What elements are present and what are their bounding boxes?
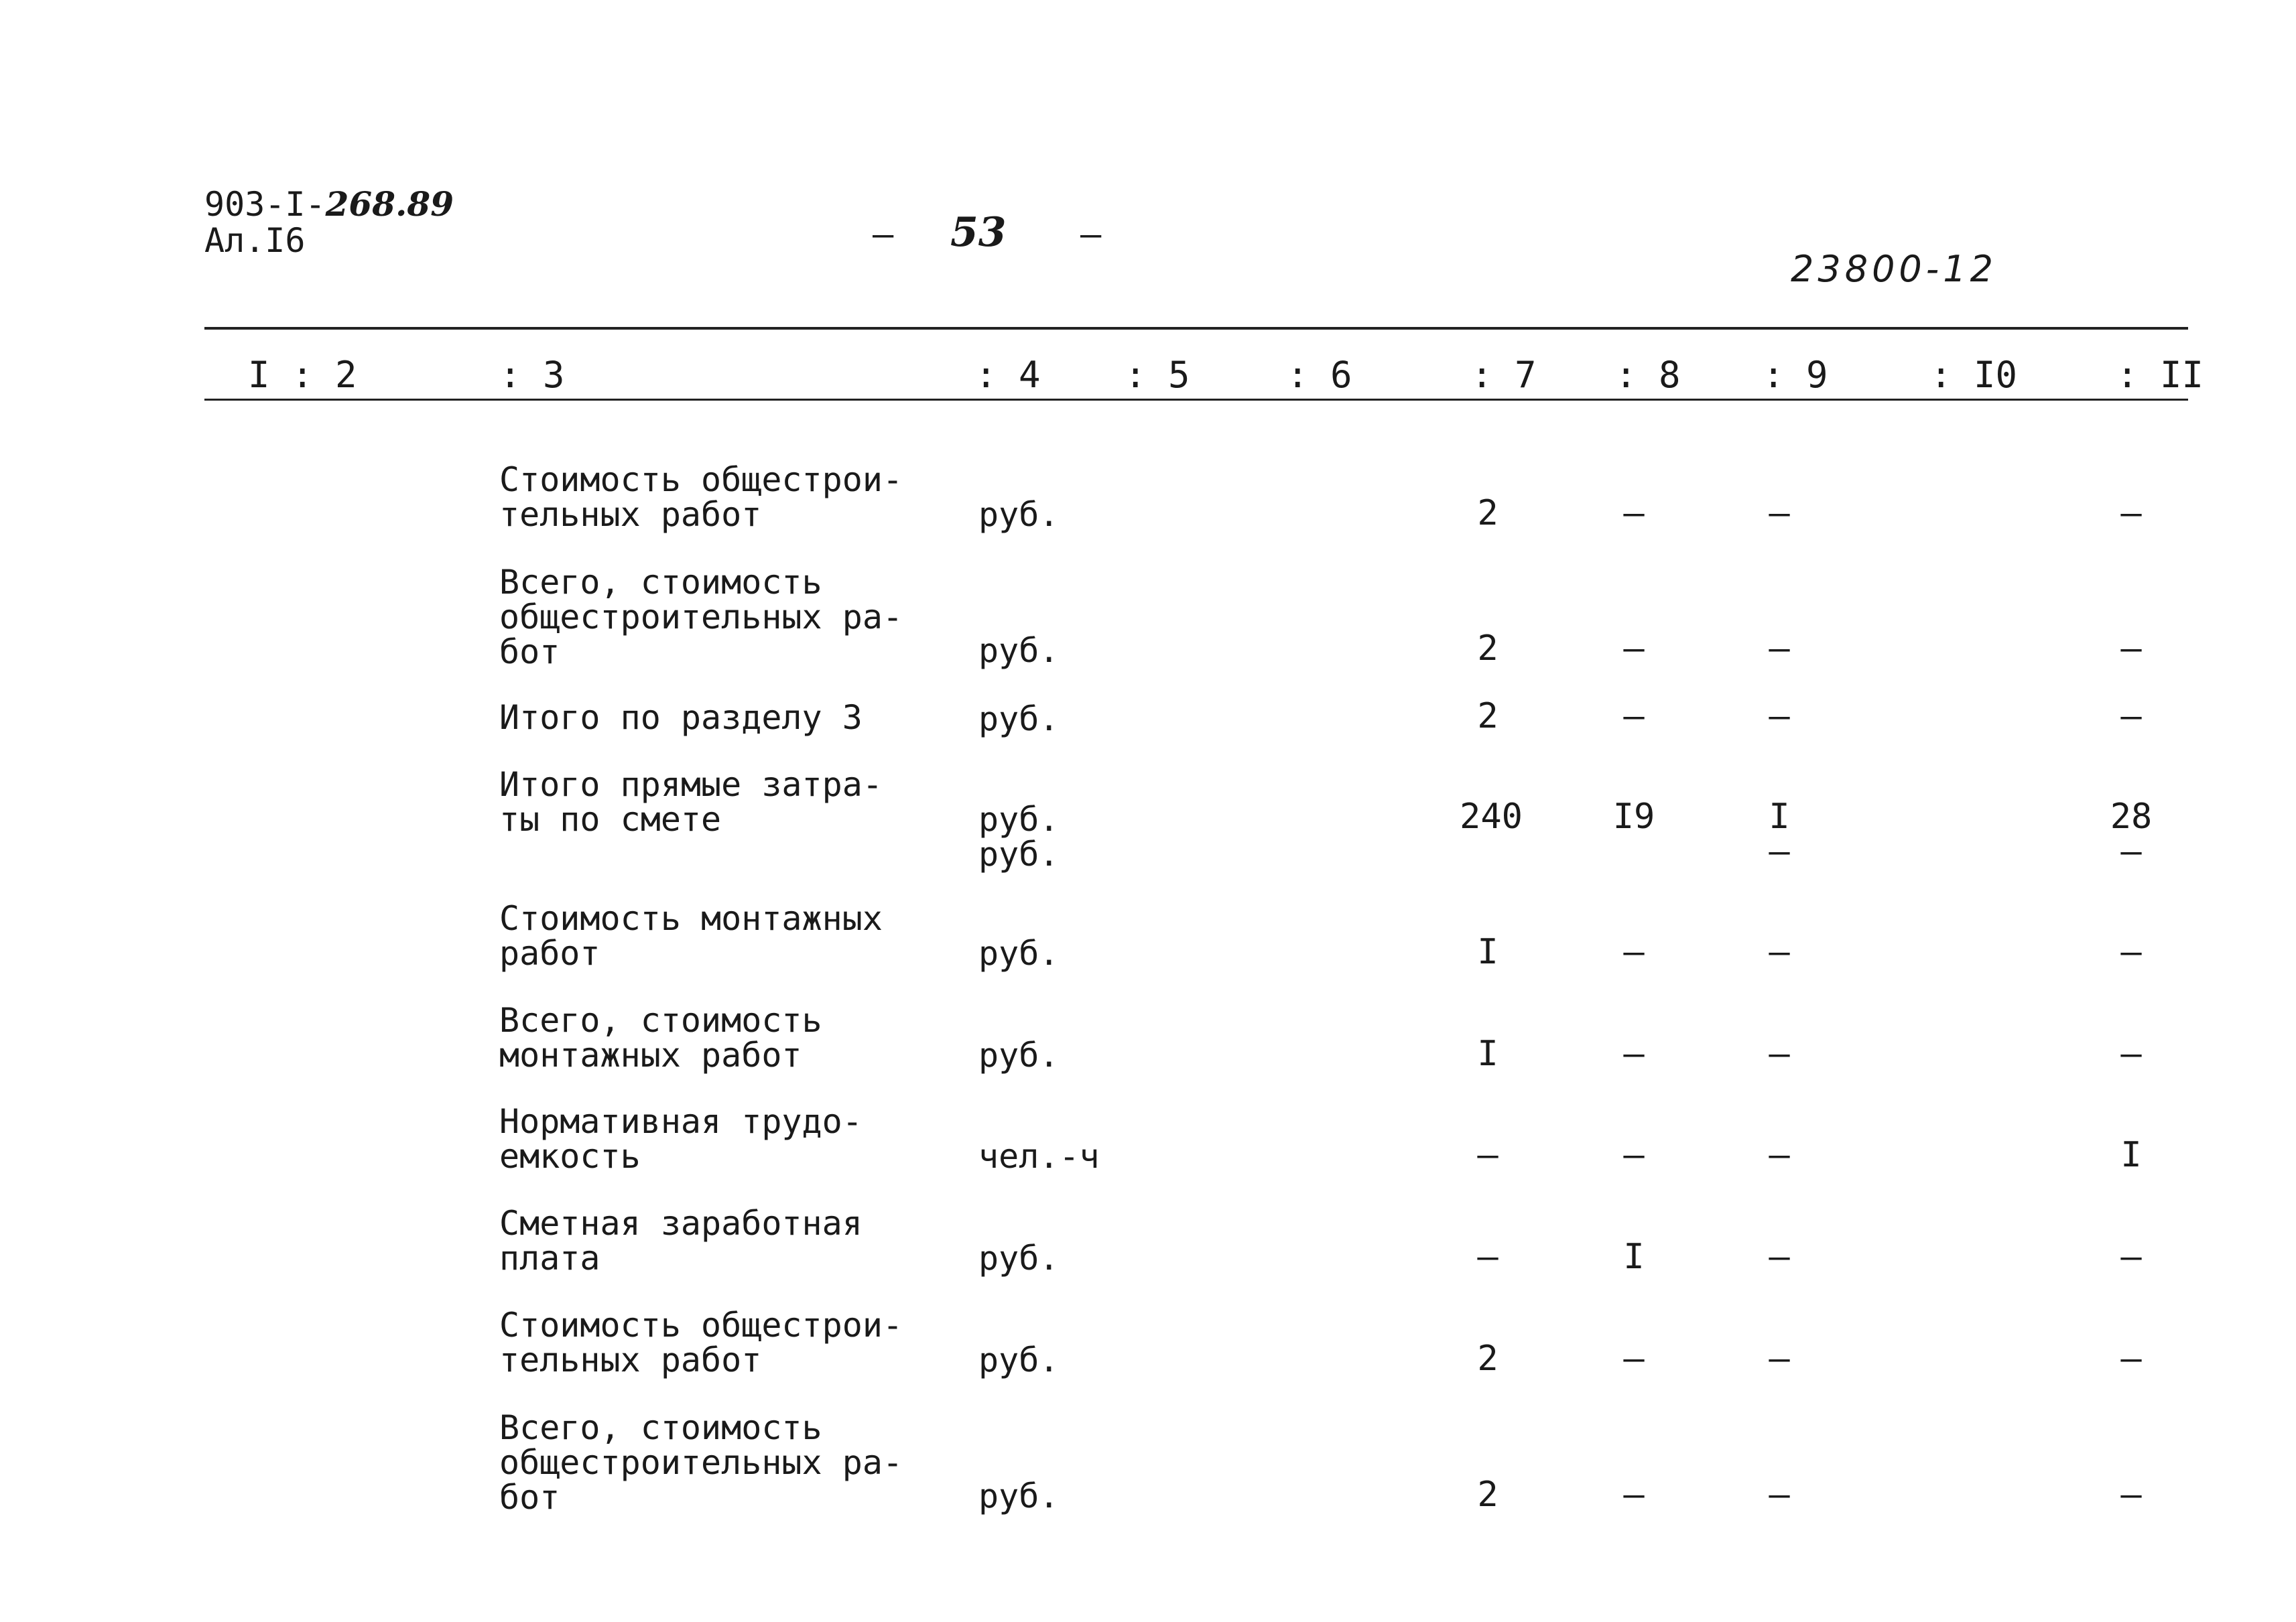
row-col11: – [2120, 1339, 2142, 1379]
sheet-label: Ал.I6 [204, 221, 306, 260]
project-code-handwritten: 268.89 [325, 184, 454, 224]
column-header-8: : 8 [1615, 354, 1681, 396]
row-col8: – [1623, 1135, 1645, 1175]
column-header-11: : II [2116, 354, 2204, 396]
row-col11: – [2120, 628, 2142, 669]
row-col8: – [1623, 493, 1645, 533]
row-description: Стоимость общестрои- тельных работ [499, 1306, 903, 1379]
row-col11: – [2120, 1034, 2142, 1074]
row-col11: 28 – [2110, 797, 2153, 872]
document-number: 23800-12 [1791, 248, 1997, 290]
row-unit: руб. руб. [978, 800, 1060, 874]
row-description: Итого по разделу 3 [499, 698, 863, 737]
row-description: Всего, стоимость общестроительных ра- бот [499, 563, 903, 671]
table-top-rule [204, 327, 2188, 330]
row-unit: чел.-ч [978, 1137, 1100, 1176]
row-col9: I – [1769, 797, 1790, 872]
row-col7: I [1477, 932, 1498, 972]
row-col11: – [2120, 932, 2142, 972]
row-col11: I [2120, 1135, 2142, 1175]
row-col7: – [1477, 1135, 1498, 1175]
row-col11: – [2120, 493, 2142, 533]
row-col7: 2 [1477, 696, 1498, 736]
row-col8: – [1623, 1475, 1645, 1515]
column-header-1: I [248, 354, 270, 396]
row-description: Всего, стоимость общестроительных ра- бот [499, 1408, 903, 1517]
row-col9: – [1769, 1475, 1790, 1515]
row-description: Нормативная трудо- емкость [499, 1102, 863, 1176]
column-header-7: : 7 [1471, 354, 1537, 396]
project-code [204, 186, 454, 222]
row-description: Итого прямые затра- ты по смете [499, 765, 883, 839]
row-col7: I [1477, 1034, 1498, 1074]
row-col7: 2 [1477, 1339, 1498, 1379]
row-unit: руб. [978, 1239, 1060, 1278]
row-col9: – [1769, 628, 1790, 669]
row-description: Всего, стоимость монтажных работ [499, 1001, 822, 1075]
column-header-4: : 4 [975, 354, 1041, 396]
row-col7: 2 [1477, 1475, 1498, 1515]
row-unit: руб. [978, 495, 1060, 534]
table-header-rule [204, 399, 2188, 401]
row-col9: – [1769, 1135, 1790, 1175]
row-unit: руб. [978, 1477, 1060, 1515]
row-col9: – [1769, 696, 1790, 736]
row-col7: – [1477, 1237, 1498, 1277]
column-header-2: : 2 [292, 354, 357, 396]
column-header-9: : 9 [1763, 354, 1828, 396]
row-col9: – [1769, 1339, 1790, 1379]
page-dash-left: – [873, 214, 894, 255]
page-dash-right: – [1080, 214, 1102, 255]
row-unit: руб. [978, 631, 1060, 670]
column-header-3: : 3 [499, 354, 565, 396]
row-col7: 2 [1477, 628, 1498, 669]
row-col11: – [2120, 1475, 2142, 1515]
row-col8: I9 [1612, 797, 1655, 837]
row-unit: руб. [978, 1036, 1060, 1075]
project-code-prefix: 903-I- [204, 185, 326, 224]
row-col7: 240 [1460, 797, 1523, 837]
row-description: Сметная заработная плата [499, 1204, 863, 1278]
row-col8: – [1623, 932, 1645, 972]
row-col9: – [1769, 493, 1790, 533]
row-col11: – [2120, 696, 2142, 736]
row-col9: – [1769, 1237, 1790, 1277]
row-col8: – [1623, 696, 1645, 736]
row-col8: – [1623, 1339, 1645, 1379]
row-unit: руб. [978, 934, 1060, 973]
column-header-6: : 6 [1287, 354, 1352, 396]
column-header-5: : 5 [1125, 354, 1190, 396]
row-col8: I [1623, 1237, 1645, 1277]
row-col9: – [1769, 1034, 1790, 1074]
row-col9: – [1769, 932, 1790, 972]
row-unit: руб. [978, 1341, 1060, 1379]
row-description: Стоимость монтажных работ [499, 899, 883, 973]
row-unit: руб. [978, 699, 1060, 738]
page-number: 53 [950, 209, 1007, 256]
row-col8: – [1623, 628, 1645, 669]
row-col7: 2 [1477, 493, 1498, 533]
row-col11: – [2120, 1237, 2142, 1277]
row-col8: – [1623, 1034, 1645, 1074]
row-description: Стоимость общестрои- тельных работ [499, 460, 903, 534]
column-header-10: : I0 [1930, 354, 2018, 396]
